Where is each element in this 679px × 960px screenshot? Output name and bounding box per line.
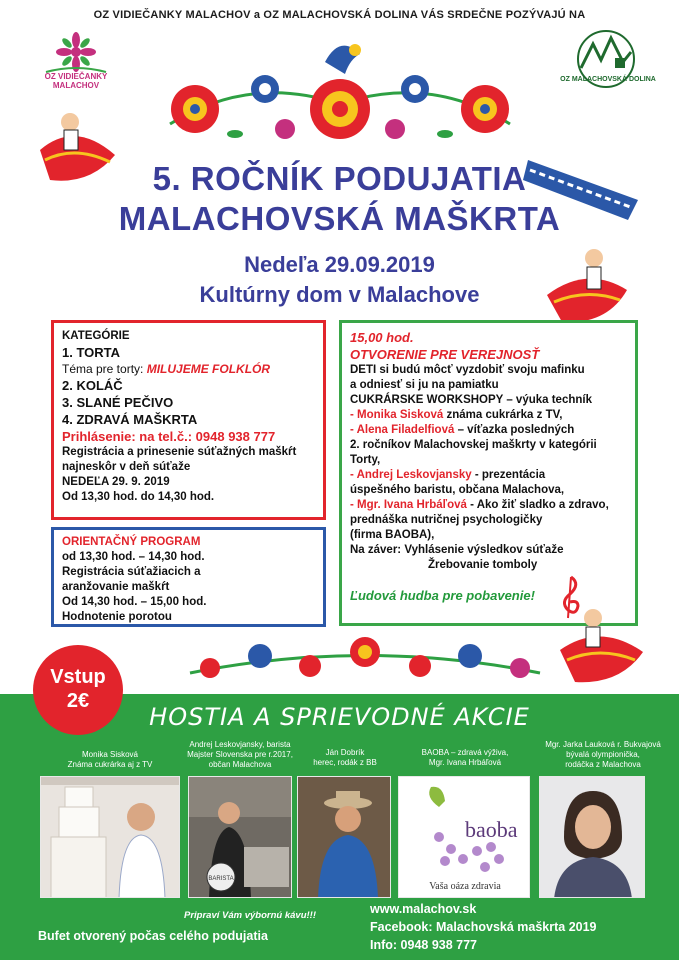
guest1-caption [45, 750, 175, 770]
buffet-note: Bufet otvorený počas celého podujatia [38, 929, 268, 943]
vidiecanky-logo-text: OZ VIDIEČANKY MALACHOV [44, 72, 108, 90]
guest5-name: Mgr. Jarka Lauková r. Bukvajová [545, 740, 661, 749]
program-line2: Registrácia súťažiacich a [62, 566, 201, 578]
music-line: Ľudová hudba pre pobavenie! [350, 588, 535, 603]
category-kolac: 2. KOLÁČ [62, 378, 123, 393]
invitation-line: OZ VIDIEČANKY MALACHOV a OZ MALACHOVSKÁ DOLINA VÁS SRDEČNE POZÝVAJÚ NA [93, 9, 586, 21]
barista-sign: BARISTA [208, 876, 234, 882]
guest3-desc: herec, rodák z BB [313, 758, 377, 767]
signup-phone: Prihlásenie: na tel.č.: 0948 938 777 [62, 429, 276, 444]
event-venue: Kultúrny dom v Malachove [199, 282, 480, 307]
folk-dancer-bottom-icon [545, 600, 655, 690]
registration-line4: Od 13,30 hod. do 14,30 hod. [62, 491, 215, 503]
coffee-note: Pripraví Vám výbornú kávu!!! [184, 910, 316, 921]
guest-alena [350, 423, 627, 438]
guest3-name: Ján Dobrík [325, 748, 365, 757]
cake-theme-value: MILUJEME FOLKLÓR [146, 362, 271, 376]
categories-heading: KATEGÓRIE [62, 330, 130, 342]
folk-ornament-bottom-icon [180, 628, 550, 694]
registration-line1: Registrácia a prinesenie súťažných maškŕt [62, 446, 297, 458]
guests-heading: HOSTIA A SPRIEVODNÉ AKCIE [149, 703, 530, 731]
entry-price: 2€ [66, 690, 90, 712]
guest2-desc2: občan Malachova [208, 760, 272, 769]
opening-line8: (firma BAOBA), [350, 529, 435, 541]
guest-monika-name: - Monika Sisková [350, 409, 444, 421]
guest4-desc: Mgr. Ivana Hrbáľová [428, 758, 502, 767]
malachovska-dolina-logo-text: OZ MALACHOVSKÁ DOLINA [560, 76, 656, 83]
guest-andrej [350, 468, 627, 483]
opening-heading: OTVORENIE PRE VEREJNOSŤ [350, 347, 540, 362]
program-line4: Od 14,30 hod. – 15,00 hod. [62, 596, 207, 608]
guest-monika-desc: známa cukrárka z TV, [443, 409, 563, 421]
opening-line6: úspešného baristu, občana Malachova, [350, 484, 565, 496]
guest3-caption [295, 748, 395, 768]
opening-line10: Žrebovanie tomboly [428, 559, 538, 571]
program-line1: od 13,30 hod. – 14,30 hod. [62, 551, 205, 563]
olympian-photo-icon [540, 777, 645, 898]
entry-label: Vstup [50, 666, 106, 688]
guest-alena-name: - Alena Filadelfiová [350, 424, 455, 436]
guest2-photo [188, 776, 292, 898]
guest2-caption [180, 740, 300, 770]
guest-ivana [350, 498, 627, 513]
actor-photo-icon [298, 777, 391, 898]
event-title-line2: MALACHOVSKÁ MAŠKRTA [118, 200, 561, 237]
registration-line3: NEDEĽA 29. 9. 2019 [62, 476, 170, 488]
info-phone: Info: 0948 938 777 [370, 938, 478, 952]
opening-line2: a odniesť si ju na pamiatku [350, 379, 499, 391]
guest4-name: BAOBA – zdravá výživa, [421, 748, 509, 757]
guest2-desc1: Majster Slovenska pre r.2017, [187, 750, 293, 759]
categories-box [51, 320, 326, 520]
opening-line3: CUKRÁRSKE WORKSHOPY – výuka techník [350, 394, 592, 406]
category-slane-pecivo: 3. SLANÉ PEČIVO [62, 395, 174, 410]
baoba-logo-text: baoba [465, 817, 518, 842]
cake-photo-icon [41, 777, 180, 898]
barista-photo-icon [189, 777, 292, 898]
registration-line2: najneskôr v deň súťaže [62, 461, 191, 473]
program-heading: ORIENTAČNÝ PROGRAM [62, 536, 201, 548]
guest2-name: Andrej Leskovjansky, barista [189, 740, 291, 749]
cake-theme [62, 361, 315, 377]
guest4-caption [400, 748, 530, 768]
program-line5: Hodnotenie porotou [62, 611, 172, 623]
baoba-logo-icon [399, 777, 530, 898]
contacts [370, 900, 670, 954]
opening-line7: prednáška nutričnej psychologičky [350, 514, 543, 526]
guest-alena-desc: – víťazka posledných [454, 424, 575, 436]
program-line3: aranžovanie maškŕt [62, 581, 170, 593]
category-zdrava-maskrta: 4. ZDRAVÁ MAŠKRTA [62, 412, 198, 427]
facebook-line: Facebook: Malachovská maškrta 2019 [370, 920, 597, 934]
guest1-photo [40, 776, 180, 898]
cake-theme-label: Téma pre torty: [62, 362, 147, 376]
guest-monika [350, 408, 627, 423]
guest-ivana-name: - Mgr. Ivana Hrbáľová [350, 499, 467, 511]
opening-line1: DETI si budú môcť vyzdobiť svoju mafinku [350, 364, 585, 376]
guest-andrej-name: - Andrej Leskovjansky [350, 469, 472, 481]
guest1-desc: Známa cukrárka aj z TV [67, 760, 153, 769]
event-title-line1: 5. ROČNÍK PODUJATIA [152, 160, 527, 197]
opening-line4: 2. ročníkov Malachovskej maškrty v kategórii [350, 439, 597, 451]
opening-time: 15,00 hod. [350, 330, 414, 345]
guest3-photo [297, 776, 391, 898]
guest4-photo [398, 776, 530, 898]
guest5-desc2: rodáčka z Malachova [565, 760, 641, 769]
opening-line9: Na záver: Vyhlásenie výsledkov súťaže [350, 544, 564, 556]
category-torta: 1. TORTA [62, 345, 121, 360]
opening-line5: Torty, [350, 454, 381, 466]
folk-ornament-top-icon [150, 34, 530, 154]
event-date: Nedeľa 29.09.2019 [244, 252, 435, 277]
guest5-desc1: bývalá olympionička, [566, 750, 640, 759]
guest1-name: Monika Sisková [81, 750, 139, 759]
guest-ivana-desc: - Ako žiť sladko a zdravo, [466, 499, 609, 511]
program-box [51, 527, 326, 627]
guest5-caption [530, 740, 676, 770]
website-link[interactable]: www.malachov.sk [370, 902, 477, 916]
baoba-slogan: Vaša oáza zdravia [429, 881, 501, 892]
opening-box [339, 320, 638, 626]
guest5-photo [539, 776, 645, 898]
guest-andrej-desc: - prezentácia [471, 469, 546, 481]
